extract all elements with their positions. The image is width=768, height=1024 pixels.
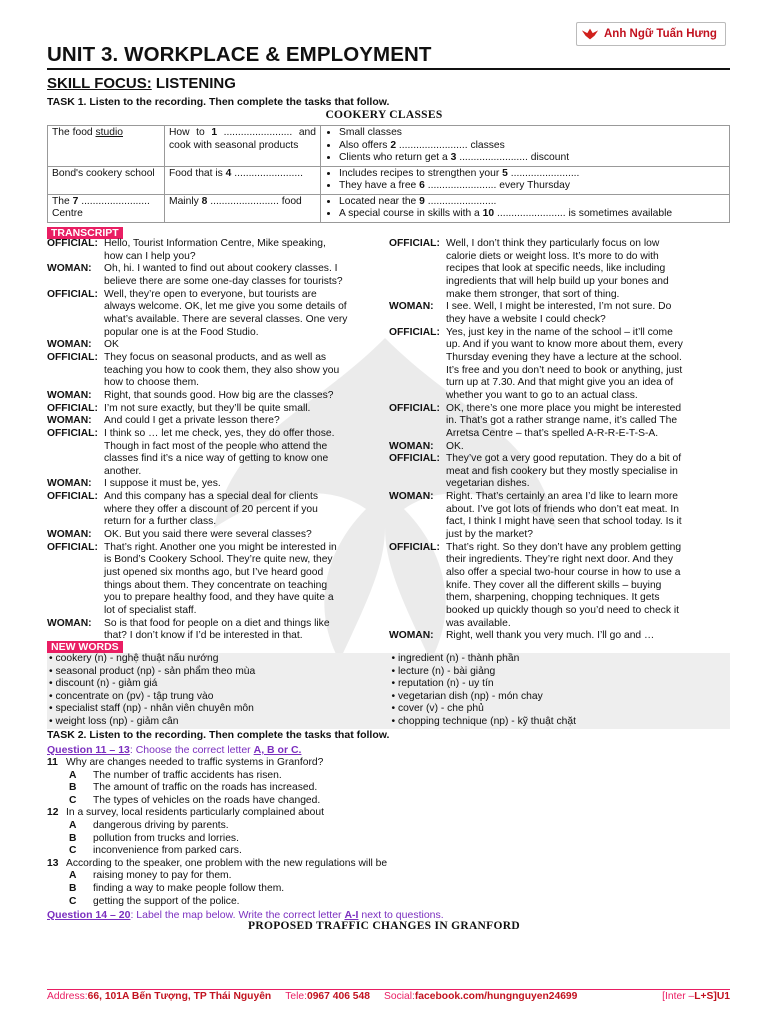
vocab-item: • ingredient (n) - thành phần <box>391 653 520 664</box>
skill-label: SKILL FOCUS: <box>47 75 152 92</box>
speaker-label: WOMAN: <box>47 529 92 541</box>
speaker-label <box>47 592 104 605</box>
table-cell: Bond's cookery school <box>48 166 165 194</box>
transcript-line <box>47 592 379 605</box>
vocab-item: • lecture (n) - bài giảng <box>391 665 496 677</box>
answer-option <box>69 820 229 833</box>
transcript-text: them, sharpening, chopping techniques. It gets <box>446 592 660 604</box>
transcript-text: Well, I don’t think they particularly focus on low <box>446 238 660 249</box>
speaker-label <box>389 478 446 491</box>
footer-social-label: Social: <box>383 991 415 1002</box>
transcript-text: I suppose it must be, yes. <box>104 478 221 490</box>
transcript-line <box>47 453 379 466</box>
transcript-line <box>389 352 730 365</box>
speaker-label <box>47 441 104 454</box>
transcript-line <box>47 466 379 479</box>
table-cell <box>321 166 730 194</box>
speaker-label <box>389 314 446 327</box>
transcript-text: what’s available. There are several classes. One very <box>104 313 348 325</box>
speaker-label <box>389 567 446 580</box>
transcript-line <box>47 289 379 302</box>
transcript-right-column <box>389 238 730 643</box>
title-divider <box>47 68 730 70</box>
transcript-text: And could I get a private lesson there? <box>104 415 280 427</box>
transcript-line <box>47 276 379 289</box>
transcript-text: I think so … let me check, yes, they do offer those. <box>104 427 335 439</box>
transcript-left-column <box>47 238 379 643</box>
table-cell: Food that is 4 ........................ <box>165 166 321 194</box>
option-letter: A <box>69 820 77 831</box>
table-row <box>48 126 730 167</box>
option-letter: C <box>69 794 77 806</box>
list-item: • Also offers 2 ........................ classes <box>339 140 725 153</box>
transcript-text: where they offer a discount of 20 percent if you <box>104 503 318 515</box>
footer-address: 66, 101A Bến Tượng, TP Thái Nguyên <box>87 991 272 1002</box>
brand-logo <box>576 22 726 46</box>
transcript-line <box>389 441 730 454</box>
vocab-item: • concentrate on (pv) - tập trung vào <box>49 690 214 702</box>
transcript-text: you to prepare healthy food, and they have quite a <box>104 592 334 604</box>
vocab-item: • vegetarian dish (np) - món chay <box>391 690 543 702</box>
transcript-text: They’ve got a very good reputation. They do a bit of <box>446 453 682 465</box>
skill-heading <box>47 75 236 92</box>
speaker-label: WOMAN: <box>47 389 92 401</box>
speaker-label: WOMAN: <box>389 301 434 313</box>
list-item: • Located near the 9 ........................ <box>339 196 725 209</box>
new-words-label: NEW WORDS <box>47 641 123 653</box>
transcript-line <box>389 390 730 403</box>
transcript-line <box>389 580 730 593</box>
speaker-label: OFFICIAL: <box>47 541 98 553</box>
speaker-label: WOMAN: <box>389 491 434 503</box>
transcript-text: they have a website I could check? <box>446 313 606 325</box>
table-title: COOKERY CLASSES <box>325 109 443 121</box>
question-group-title: Question 11 – 13: Choose the correct letter A, B or C. <box>47 744 302 756</box>
transcript-text: that? I don’t know if I’d be interested in that. <box>104 630 303 642</box>
transcript-line <box>389 263 730 276</box>
question-number: 11 <box>47 757 58 768</box>
transcript-line <box>47 327 379 340</box>
skill-name: LISTENING <box>155 75 236 92</box>
speaker-label <box>389 339 446 352</box>
transcript-line <box>47 365 379 378</box>
transcript-line <box>47 478 379 491</box>
transcript-line <box>389 365 730 378</box>
vocab-item: • discount (n) - giảm giá <box>49 678 158 690</box>
transcript-line <box>389 276 730 289</box>
transcript-line <box>389 453 730 466</box>
speaker-label <box>389 390 446 403</box>
question-number: 13 <box>47 857 59 869</box>
transcript-line <box>389 542 730 555</box>
speaker-label: WOMAN: <box>47 478 92 490</box>
list-item: • Includes recipes to strengthen your 5 ........................ <box>339 168 725 181</box>
vocab-item: • seasonal product (np) - sản phẩm theo mùa <box>49 665 256 677</box>
map-question-title: Question 14 – 20: Label the map below. Write the correct letter A-I next to questions. <box>47 909 444 921</box>
speaker-label <box>389 276 446 289</box>
transcript-line <box>47 580 379 593</box>
new-words-box <box>47 653 730 729</box>
question-text: Why are changes needed to traffic systems in Granford? <box>66 757 324 768</box>
speaker-label <box>47 580 104 593</box>
transcript-text: fact, I think I might have seen that school today. Is it <box>446 516 682 528</box>
speaker-label <box>47 466 104 479</box>
transcript-text: OK, there’s one more place you might be interested <box>446 402 682 414</box>
transcript-line <box>389 415 730 428</box>
transcript-line <box>389 251 730 264</box>
speaker-label: OFFICIAL: <box>389 453 440 465</box>
speaker-label <box>47 276 104 289</box>
speaker-label <box>389 415 446 428</box>
speaker-label <box>47 301 104 314</box>
speaker-label <box>389 365 446 378</box>
transcript-text: is Bond’s Cookery School. They’re quite new, they <box>104 554 333 566</box>
speaker-label <box>47 516 104 529</box>
option-text: dangerous driving by parents. <box>93 820 229 831</box>
transcript-line <box>47 251 379 264</box>
transcript-text: I’m not sure exactly, but they’ll be quite small. <box>104 402 311 414</box>
transcript-line <box>389 592 730 605</box>
speaker-label <box>389 529 446 542</box>
transcript-line <box>47 542 379 555</box>
transcript-line <box>389 554 730 567</box>
transcript-text: That’s right. So they don’t have any problem getting <box>446 541 682 553</box>
speaker-label: WOMAN: <box>389 630 434 642</box>
speaker-label: OFFICIAL: <box>47 238 98 249</box>
speaker-label: WOMAN: <box>47 617 92 629</box>
speaker-label <box>389 428 446 441</box>
transcript-line <box>389 567 730 580</box>
transcript-line <box>389 504 730 517</box>
unit-title: UNIT 3. WORKPLACE & EMPLOYMENT <box>47 43 432 66</box>
option-text: pollution from trucks and lorries. <box>93 832 239 844</box>
transcript-text: their ingredients. They’re right next door. And they <box>446 554 674 566</box>
transcript-text: Right, well thank you very much. I’ll go and … <box>446 630 655 642</box>
transcript-text: vegetarian dishes. <box>446 478 530 490</box>
transcript-line <box>47 390 379 403</box>
speaker-label: WOMAN: <box>389 440 434 452</box>
speaker-label <box>47 605 104 618</box>
speaker-label <box>389 618 446 631</box>
vocab-item: • reputation (n) - uy tín <box>391 678 494 690</box>
transcript-text: recipes that look at specific needs, like including <box>446 263 666 275</box>
transcript-text: knife. They cover all the different skills – buying <box>446 579 662 591</box>
vocab-item: • cover (v) - che phủ <box>391 703 484 715</box>
transcript-text: how to choose them. <box>104 377 200 389</box>
speaker-label <box>47 251 104 264</box>
speaker-label <box>389 605 446 618</box>
speaker-label: OFFICIAL: <box>47 491 98 503</box>
speaker-label: OFFICIAL: <box>389 541 440 553</box>
transcript-text: classes find it’s a nice way of getting to know one <box>104 453 329 465</box>
option-letter: A <box>69 870 77 882</box>
transcript-line <box>389 301 730 314</box>
footer-tel: 0967 406 548 <box>306 991 370 1002</box>
transcript-line <box>389 339 730 352</box>
new-words-left <box>47 653 388 729</box>
vocab-item: • cookery (n) - nghệ thuật nấu nướng <box>49 653 219 664</box>
transcript-text: teaching you how to cook them, they also show you <box>104 364 340 376</box>
transcript-line <box>389 428 730 441</box>
transcript-text: Yes, just key in the name of the school – it’ll come <box>446 326 673 338</box>
transcript-line <box>389 466 730 479</box>
option-text: finding a way to make people follow them. <box>93 883 285 894</box>
option-text: The amount of traffic on the roads has increased. <box>93 782 318 794</box>
speaker-label <box>389 504 446 517</box>
option-letter: C <box>69 845 77 857</box>
transcript-line <box>47 516 379 529</box>
option-text: raising money to pay for them. <box>93 870 232 882</box>
speaker-label <box>47 314 104 327</box>
transcript-line <box>47 605 379 618</box>
option-text: The types of vehicles on the roads have changed. <box>93 794 321 806</box>
option-text: getting the support of the police. <box>93 895 240 907</box>
footer-code-c: U1 <box>716 991 730 1002</box>
speaker-label <box>389 466 446 479</box>
task2-instruction: TASK 2. Listen to the recording. Then complete the tasks that follow. <box>47 729 390 741</box>
transcript-line <box>47 428 379 441</box>
footer-address-label: Address: <box>47 991 88 1002</box>
transcript-text: It’s free and you don’t need to book or anything, just <box>446 364 683 376</box>
transcript-line <box>389 630 730 643</box>
footer-tel-label: Tele: <box>285 991 307 1002</box>
speaker-label <box>389 352 446 365</box>
question-line <box>47 858 387 871</box>
task1-instruction: TASK 1. Listen to the recording. Then complete the tasks that follow. <box>47 96 390 108</box>
transcript-line <box>47 352 379 365</box>
speaker-label: OFFICIAL: <box>389 238 440 249</box>
table-cell: Mainly 8 ........................ food <box>165 194 321 222</box>
speaker-label <box>389 554 446 567</box>
transcript-line <box>47 238 379 251</box>
transcript-text: Oh, hi. I wanted to find out about cookery classes. I <box>104 263 338 275</box>
answer-option <box>69 770 282 783</box>
transcript-text: things about them. They concentrate on teaching <box>104 579 328 591</box>
list-item: • They have a free 6 ........................ every Thursday <box>339 180 725 193</box>
speaker-label: WOMAN: <box>47 415 92 427</box>
transcript-text: about. I’ve got lots of friends who don’t eat meat. In <box>446 503 679 515</box>
transcript-text: believe there are some one-day classes for tourists? <box>104 275 343 287</box>
transcript-text: whether you want to go to an actual class. <box>446 389 638 401</box>
transcript-line <box>389 491 730 504</box>
speaker-label <box>47 504 104 517</box>
option-letter: B <box>69 782 77 794</box>
transcript-text: was available. <box>446 617 511 629</box>
transcript-text: Though in fact most of the people who attend the <box>104 440 328 452</box>
transcript-line <box>47 491 379 504</box>
phoenix-logo-icon <box>581 27 599 41</box>
speaker-label <box>389 289 446 302</box>
transcript-line <box>47 301 379 314</box>
transcript-line <box>389 529 730 542</box>
transcript-text: another. <box>104 465 142 477</box>
map-title: PROPOSED TRAFFIC CHANGES IN GRANFORD <box>248 920 520 932</box>
transcript-label: TRANSCRIPT <box>47 227 123 239</box>
speaker-label <box>389 263 446 276</box>
speaker-label <box>47 327 104 340</box>
speaker-label <box>47 377 104 390</box>
transcript-text: in. That’s got a rather strange name, it’s called The <box>446 415 678 427</box>
speaker-label <box>389 377 446 390</box>
transcript-text: popular one is at the Food Studio. <box>104 326 259 338</box>
answer-option <box>69 795 320 808</box>
transcript-text: meat and fish cookery but they mostly specialise in <box>446 465 678 477</box>
speaker-label: OFFICIAL: <box>47 351 98 363</box>
answer-option <box>69 845 242 858</box>
transcript-text: I see. Well, I might be interested, I’m not sure. Do <box>446 301 672 313</box>
option-letter: A <box>69 769 77 781</box>
transcript-text: OK <box>104 339 119 351</box>
table-cell <box>321 194 730 222</box>
cookery-table <box>47 125 730 223</box>
question-number: 12 <box>47 807 59 819</box>
option-letter: B <box>69 883 77 894</box>
transcript-text: lot of specialist staff. <box>104 605 197 617</box>
transcript-text: Thursday evening they have a lecture at the school. <box>446 351 682 363</box>
speaker-label: OFFICIAL: <box>47 402 98 414</box>
transcript-line <box>47 618 379 631</box>
transcript-text: So is that food for people on a diet and things like <box>104 617 330 629</box>
question-text: In a survey, local residents particularly complained about <box>66 807 324 819</box>
vocab-item: • chopping technique (np) - kỹ thuật chặt <box>391 715 576 727</box>
answer-option <box>69 833 239 846</box>
table-cell: The 7 ........................ Centre <box>48 194 165 222</box>
transcript-text: calorie diets or weight loss. It’s more to do with <box>446 250 659 262</box>
speaker-label <box>47 453 104 466</box>
transcript-text: OK. But you said there were several classes? <box>104 529 312 541</box>
speaker-label <box>389 516 446 529</box>
speaker-label <box>389 580 446 593</box>
question-line <box>47 807 324 820</box>
answer-option <box>69 870 232 883</box>
transcript-text: make them stronger, that sort of thing. <box>446 288 620 300</box>
transcript-line <box>47 339 379 352</box>
transcript-text: Arretsa Centre – that’s spelled A-R-R-E-T-S-A. <box>446 427 659 439</box>
transcript-line <box>47 314 379 327</box>
transcript-text: And this company has a special deal for clients <box>104 491 319 503</box>
transcript-text: They focus on seasonal products, and as well as <box>104 351 327 363</box>
table-cell <box>321 126 730 167</box>
transcript-line <box>47 441 379 454</box>
speaker-label <box>47 554 104 567</box>
transcript-text: return for a further class. <box>104 516 217 528</box>
question-text: According to the speaker, one problem with the new regulations will be <box>66 857 388 869</box>
speaker-label: OFFICIAL: <box>47 427 98 439</box>
speaker-label <box>47 567 104 580</box>
table-cell: How to 1 ........................ and cook with seasonal products <box>165 126 321 167</box>
option-letter: C <box>69 895 77 907</box>
transcript-line <box>47 554 379 567</box>
transcript-text: ingredients that will help build up your bones and <box>446 275 669 287</box>
transcript-text: Right, that sounds good. How big are the classes? <box>104 389 334 401</box>
transcript-line <box>389 377 730 390</box>
speaker-label: WOMAN: <box>47 263 92 275</box>
table-row <box>48 166 730 194</box>
option-letter: B <box>69 832 77 844</box>
transcript-text: Well, they’re open to everyone, but tourists are <box>104 288 317 300</box>
speaker-label: OFFICIAL: <box>389 326 440 338</box>
question-line <box>47 757 323 770</box>
new-words-right <box>392 653 731 729</box>
table-cell: The food studio <box>48 126 165 167</box>
transcript-line <box>47 403 379 416</box>
answer-option <box>69 896 240 909</box>
transcript-text: turn up at 7.30. And that might give you an idea of <box>446 377 674 389</box>
transcript-text: how can I help you? <box>104 250 196 262</box>
transcript-text: just by the market? <box>446 529 533 541</box>
transcript-line <box>47 377 379 390</box>
transcript-line <box>389 478 730 491</box>
transcript-line <box>389 605 730 618</box>
list-item: • Small classes <box>339 127 725 140</box>
transcript-line <box>389 403 730 416</box>
vocab-item: • weight loss (np) - giảm cân <box>49 715 179 727</box>
speaker-label <box>389 251 446 264</box>
transcript-line <box>389 516 730 529</box>
transcript-text: That’s right. Another one you might be interested in <box>104 541 337 553</box>
list-item: • Clients who return get a 3 ........................ discount <box>339 152 725 165</box>
transcript-text: Right. That’s certainly an area I’d like to learn more <box>446 491 678 503</box>
option-text: The number of traffic accidents has risen. <box>93 769 282 781</box>
transcript-text: always welcome. OK, let me give you some details of <box>104 301 347 313</box>
speaker-label: OFFICIAL: <box>47 288 98 300</box>
table-row <box>48 194 730 222</box>
transcript-text: booked up quickly though so you’d need to check it <box>446 605 679 617</box>
speaker-label: OFFICIAL: <box>389 402 440 414</box>
transcript-line <box>47 529 379 542</box>
transcript-line <box>389 314 730 327</box>
transcript-line <box>47 567 379 580</box>
transcript-line <box>47 263 379 276</box>
transcript-text: OK. <box>446 440 464 452</box>
transcript-text: Hello, Tourist Information Centre, Mike speaking, <box>104 238 326 249</box>
transcript-line <box>47 504 379 517</box>
transcript-text: up. And if you want to know more about them, every <box>446 339 683 351</box>
answer-option <box>69 782 317 795</box>
option-text: inconvenience from parked cars. <box>93 845 242 857</box>
transcript-line <box>47 415 379 428</box>
logo-text: Anh Ngữ Tuấn Hưng <box>604 28 717 40</box>
transcript-text: just opened six months ago, but I’ve heard good <box>104 567 324 579</box>
vocab-item: • specialist staff (np) - nhân viên chuyên môn <box>49 703 254 715</box>
transcript-line <box>389 327 730 340</box>
transcript-line <box>389 238 730 251</box>
transcript-text: also offer a special two-hour course in how to use a <box>446 567 681 579</box>
speaker-label: WOMAN: <box>47 339 92 351</box>
speaker-label <box>389 592 446 605</box>
footer-code-a: [Inter – <box>662 991 695 1002</box>
speaker-label <box>47 365 104 378</box>
answer-option <box>69 883 284 896</box>
page-footer <box>47 989 730 1002</box>
transcript-line <box>389 618 730 631</box>
footer-social-link[interactable]: facebook.com/hungnguyen24699 <box>414 991 578 1002</box>
footer-code-b: L+S] <box>694 991 717 1002</box>
transcript-line <box>389 289 730 302</box>
list-item: • A special course in skills with a 10 ........................ is sometimes available <box>339 208 725 221</box>
